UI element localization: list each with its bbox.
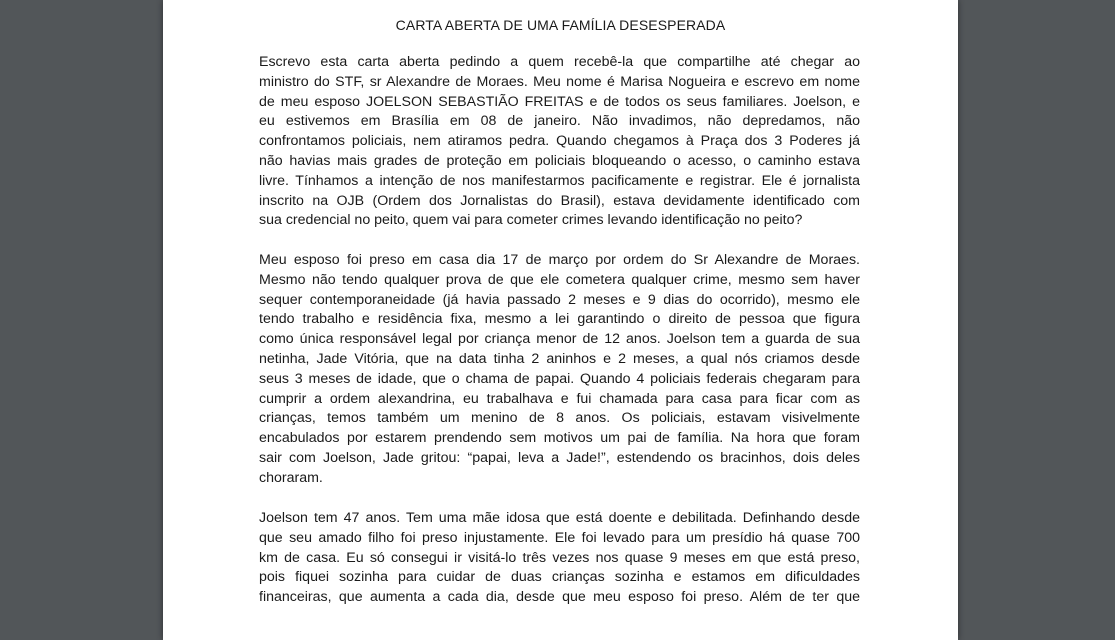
text-line: encabulados por estarem prendendo sem motivos um pai de família. Na hora que foram xyxy=(259,430,860,447)
text-line: sua credencial no peito, quem vai para cometer crimes levando identificação no peito? xyxy=(259,212,803,229)
text-line: confrontamos policiais, nem atiramos pedra. Quando chegamos à Praça dos 3 Poderes já xyxy=(259,133,860,150)
text-line: km de casa. Eu só consegui ir visitá-lo três vezes nos quase 9 meses em que está preso, xyxy=(259,549,860,566)
text-line: eu estivemos em Brasília em 08 de janeiro. Não invadimos, não depredamos, não xyxy=(259,113,860,130)
text-line: financeiras, que aumenta a cada dia, desde que meu esposo foi preso. Além de ter que xyxy=(259,589,860,606)
text-line: choraram. xyxy=(259,469,323,486)
text-line: sequer contemporaneidade (já havia passado 2 meses e 9 dias do ocorrido), mesmo ele xyxy=(259,291,860,308)
text-line: Escrevo esta carta aberta pedindo a quem recebê-la que compartilhe até chegar ao xyxy=(259,54,860,70)
text-line: cumprir a ordem alexandrina, eu trabalhava e fui chamada para casa para ficar com as xyxy=(259,390,860,407)
text-line: que seu amado filho foi preso injustamente. Ele foi levado para um presídio há quase 700 xyxy=(259,529,860,546)
text-line: crianças, temos também um menino de 8 anos. Os policiais, estavam visivelmente xyxy=(259,410,860,427)
paragraph-2 xyxy=(259,251,860,489)
text-line: pois fiquei sozinha para cuidar de duas crianças sozinha e estamos em dificuldades xyxy=(259,569,860,586)
text-line: não havias mais grades de proteção em policiais bloqueando o acesso, o caminho estava xyxy=(259,152,860,169)
text-line: Joelson tem 47 anos. Tem uma mãe idosa que está doente e debilitada. Definhando desde xyxy=(259,510,860,526)
text-line: ministro do STF, sr Alexandre de Moraes. Meu nome é Marisa Nogueira e escrevo em nome xyxy=(259,73,860,90)
text-line: netinha, Jade Vitória, que na data tinha 2 aninhos e 2 meses, a qual nós criamos desde xyxy=(259,350,860,367)
document-title: CARTA ABERTA DE UMA FAMÍLIA DESESPERADA xyxy=(395,17,726,33)
text-line: Meu esposo foi preso em casa dia 17 de março por ordem do Sr Alexandre de Moraes. xyxy=(259,252,860,268)
document-page xyxy=(163,0,958,640)
text-line: seus 3 meses de idade, que o chama de papai. Quando 4 policiais federais chegaram para xyxy=(259,370,860,387)
text-line: como única responsável legal por criança menor de 12 anos. Joelson tem a guarda de sua xyxy=(259,331,860,348)
paragraph-3 xyxy=(259,509,860,608)
text-line: tendo trabalho e residência fixa, mesmo a lei garantindo o direito de pessoa que figura xyxy=(259,311,860,328)
text-line: de meu esposo JOELSON SEBASTIÃO FREITAS e de todos os seus familiares. Joelson, e xyxy=(259,93,860,110)
paragraph-1 xyxy=(259,53,860,231)
text-line: sair com Joelson, Jade gritou: “papai, leva a Jade!”, estendendo os bracinhos, dois deles xyxy=(259,449,860,466)
text-line: inscrito na OJB (Ordem dos Jornalistas do Brasil), estava devidamente identificado com xyxy=(259,192,860,209)
text-line: Mesmo não tendo qualquer prova de que ele cometera qualquer crime, mesmo sem haver xyxy=(259,271,860,288)
text-line: livre. Tínhamos a intenção de nos manifestarmos pacificamente e registrar. Ele é jornalista xyxy=(259,172,860,189)
